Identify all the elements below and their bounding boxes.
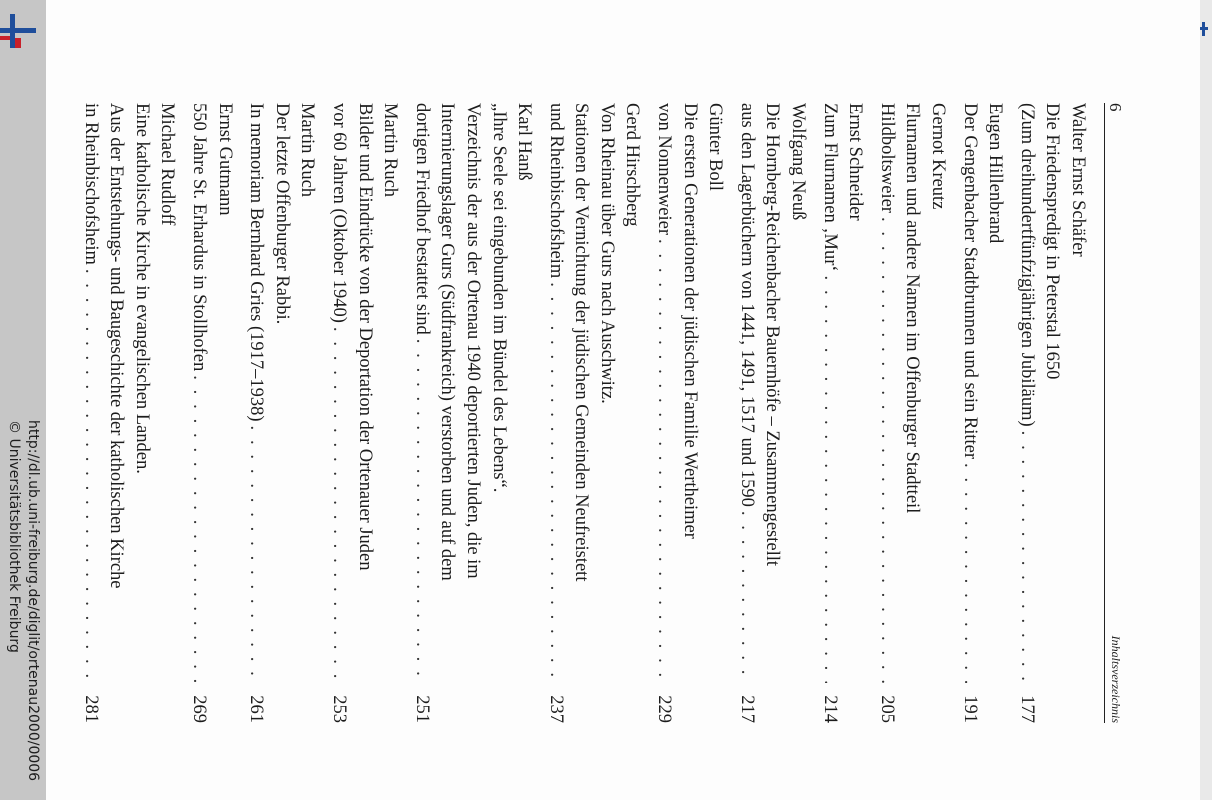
toc-title-row	[873, 103, 899, 723]
toc-entry	[1013, 103, 1090, 723]
toc-entry	[542, 103, 644, 723]
toc-author: Eugen Hillenbrand	[985, 103, 1006, 244]
toc-entry	[816, 103, 867, 723]
toc-entry	[956, 103, 1007, 723]
toc-page-number: 191	[959, 695, 980, 723]
toc-title-row	[325, 103, 351, 723]
toc-page-number: 261	[246, 695, 267, 723]
toc-title-line: Die Friedenspredigt in Peterstal 1650	[1042, 103, 1063, 380]
toc-title-line: Bilder und Eindrücke von der Deportation der Ortenauer Juden	[354, 103, 375, 571]
next-page-logo-icon	[1200, 22, 1208, 36]
copyright-notice: © Universitätsbibliothek Freiburg	[6, 420, 22, 653]
toc-title-row	[243, 103, 269, 723]
toc-author: Martin Ruch	[297, 103, 318, 198]
page-header	[1104, 103, 1125, 723]
toc-author: Ernst Gutmann	[214, 103, 235, 216]
next-page-edge	[1200, 0, 1212, 800]
toc-title-row	[185, 103, 211, 723]
toc-title-row	[816, 103, 842, 723]
toc-author: Michael Rudloff	[157, 103, 178, 226]
toc-title-line: aus den Lagerbüchern von 1441, 1491, 1517 und 1590	[736, 103, 757, 507]
toc-title-row	[77, 103, 103, 723]
toc-title-row	[1013, 103, 1039, 723]
toc-author: Karl Hanß	[514, 103, 535, 181]
toc-page-number: 281	[80, 695, 101, 723]
toc-title-line: (Zum dreihundertfünfzigjährigen Jubiläum)	[1016, 103, 1037, 427]
toc-page-number: 269	[189, 695, 209, 723]
running-title: Inhaltsverzeichnis	[1109, 635, 1123, 723]
toc-title-line: Flurnamen und andere Namen im Offenburger Stadtteil	[902, 103, 923, 514]
toc-title-row	[733, 103, 759, 723]
toc-author: Gernot Kreutz	[928, 103, 949, 210]
toc-entry	[325, 103, 402, 723]
toc-title-line: Die Hornberg-Reichenbacher Bauernhöfe – Zusammengestellt	[762, 103, 783, 567]
toc-title-line: von Nonnenweier	[654, 103, 675, 236]
dot-leader	[956, 459, 982, 683]
dot-leader	[1013, 427, 1039, 683]
toc-entry	[77, 103, 179, 723]
toc-author: Gerd Hirschberg	[622, 103, 643, 227]
toc-page-number: 214	[819, 695, 840, 723]
toc-entry	[185, 103, 236, 723]
toc-title-line: Verzeichnis der aus der Ortenau 1940 deportierten Juden, die im	[462, 103, 483, 579]
toc-title-row	[542, 103, 568, 723]
toc-title-line: Internierungslager Gurs (Südfrankreich) verstorben und auf dem	[437, 103, 458, 581]
toc-title-line: dortigen Friedhof bestattet sind	[411, 103, 432, 335]
dot-leader	[542, 278, 568, 683]
toc-title-line: „Ihre Seele sei eingebunden im Bündel des Lebens“.	[488, 103, 509, 493]
toc-title-line: Hildboltsweier	[876, 103, 897, 213]
toc-title-line: Von Rheinau über Gurs nach Auschwitz.	[596, 103, 617, 404]
dot-leader	[816, 272, 842, 683]
toc-title-line: 550 Jahre St. Erhardus in Stollhofen	[189, 103, 209, 372]
toc-page-number: 253	[328, 695, 349, 723]
toc-title-row	[651, 103, 677, 723]
toc-entry	[733, 103, 810, 723]
toc-title-line: vor 60 Jahren (Oktober 1940)	[328, 103, 349, 323]
dot-leader	[185, 371, 211, 683]
toc-page-number: 205	[876, 695, 897, 723]
toc-page-number: 237	[545, 695, 566, 723]
toc-title-line: Der Gengenbacher Stadtbrunnen und sein Ritter	[959, 103, 980, 460]
dot-leader	[77, 265, 103, 683]
toc-author: Martin Ruch	[380, 103, 401, 198]
toc-author: Günter Boll	[705, 103, 726, 191]
toc-author: Ernst Schneider	[845, 103, 866, 221]
source-url[interactable]: http://dl.ub.uni-freiburg.de/diglit/ortenau2000/0006	[25, 420, 41, 782]
toc-title-line: Die ersten Generationen der jüdischen Familie Wertheimer	[679, 103, 700, 539]
toc-page-number: 229	[654, 695, 675, 723]
toc-title-line: Eine katholische Kirche in evangelischen Landen.	[131, 103, 152, 474]
toc-page-number: 177	[1016, 695, 1037, 723]
toc-author: Wolfgang Neuß	[788, 103, 809, 221]
dot-leader	[873, 213, 899, 683]
toc-title-line: und Rheinbischofsheim	[545, 103, 566, 279]
toc-title-line: Zum Flurnamen ‚Mur‘	[819, 103, 840, 272]
page-number: 6	[1106, 103, 1125, 112]
dot-leader	[733, 507, 759, 683]
source-url-panel	[0, 0, 46, 800]
toc-entry	[651, 103, 728, 723]
dot-leader	[325, 323, 351, 683]
toc-author: Walter Ernst Schäfer	[1068, 103, 1088, 257]
toc-title-line: Stationen der Vernichtung der jüdischen Gemeinden Neufreistett	[571, 103, 592, 582]
toc-page-number: 251	[411, 695, 432, 723]
toc-entry	[408, 103, 536, 723]
toc-entries	[77, 103, 1090, 723]
dot-leader	[651, 235, 677, 683]
toc-title-line: In memoriam Bernhard Gries (1917–1938)	[246, 103, 267, 422]
toc-entry	[243, 103, 320, 723]
toc-page-number: 217	[736, 695, 757, 723]
toc-title-line: Der letzte Offenburger Rabbi.	[271, 103, 292, 325]
dot-leader	[408, 335, 434, 683]
dot-leader	[243, 422, 269, 683]
toc-content	[80, 103, 1125, 723]
toc-entry	[873, 103, 950, 723]
toc-title-row	[956, 103, 982, 723]
toc-title-row	[408, 103, 434, 723]
toc-title-line: Aus der Entstehungs- und Baugeschichte der katholischen Kirche	[106, 103, 127, 589]
toc-title-line: in Rheinbischofsheim	[80, 103, 101, 265]
